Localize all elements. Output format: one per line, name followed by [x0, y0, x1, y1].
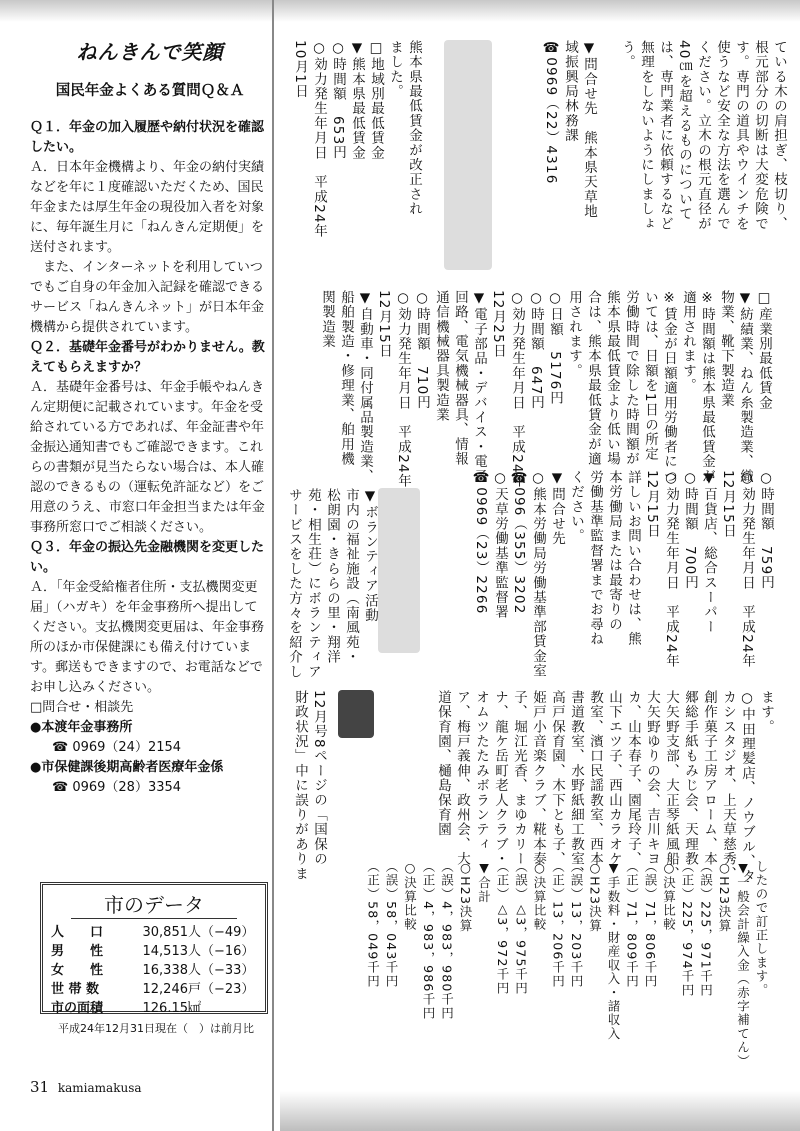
correction-banner	[338, 690, 374, 738]
city-data-change: （−23）	[201, 982, 255, 997]
city-data-title: 市のデータ	[71, 889, 237, 919]
city-data-value: 12,246戸	[142, 982, 201, 997]
left-column	[30, 30, 270, 798]
city-data-box	[40, 882, 268, 1014]
section-title: ねんきんで笑顔	[76, 40, 224, 64]
min-wage-text: 熊本県最低賃金が改正され ました。 □地域別最低賃金 ▼熊本県最低賃金 ○時間額 653円 ○効力発生年月日 平成24年 10月1日	[292, 40, 422, 239]
magazine-name: kamiamakusa	[57, 1081, 142, 1095]
city-data-row	[51, 942, 257, 961]
city-data-label: 男 性	[51, 944, 104, 959]
answer-1: Ａ．日本年金機構より、年金の納付実績などを年に１度確認いただくため、国民年金または厚生年金の現役加入者を対象に、毎年誕生月に「ねんきん定期便」を送付されます。	[30, 160, 265, 255]
answer-2: Ａ．基礎年金番号は、年金手帳やねんきん定期便に記載されています。年金を受給されている方であれば、年金証書や年金振込通知書でもご確認できます。これらの書類が見当たらない場合は、本人確認のできるもの（運転免許証など）をご用意のうえ、市窓口年金担当または年金事務所窓口でご相談ください。	[30, 380, 265, 535]
contact-2-tel: ☎ 0969（28）3354	[52, 780, 182, 795]
city-data-label: 市の面積	[51, 1001, 104, 1016]
city-data-rows	[51, 923, 257, 1018]
contact-1-tel: ☎ 0969（24）2154	[52, 740, 182, 755]
city-data-row	[51, 999, 257, 1018]
question-1: Ｑ１．年金の加入履歴や納付状況を確認したい。	[30, 120, 265, 155]
correction-list: したので訂正します。 ▼一般会計繰入金（赤字補てん） ○H23決算 （誤）225，971千円 （正）225，974千円 ○決算比較 （誤）71，806千円 （正）71，809千円 ▼手数料・財産収入・諸収入 ○H23決算 （誤）13，203千円 （正）13，206千円 ○決算比較 （誤）△3，975千円 （正）△3，972千円 ▼合計 ○H23決算 （誤）4，983，980千円 （正）4，983，986千円 ○決算比較 （誤）58，043千円 （正）58，049千円	[365, 860, 769, 1068]
thanks-banner	[378, 488, 420, 653]
city-data-value: 16,338人	[142, 963, 201, 978]
answer-1b: また、インターネットを利用していつでもご自身の年金加入記録を確認できるサービス「ねんきんネット」が日本年金機構から提供されています。	[30, 260, 265, 335]
wage-contact-text: ○時間額 759円 ○効力発生年月日 平成24年 12月15日 ▼百貨店、総合スーパー ○時間額 700円 ○効力発生年月日 平成24年 12月15日 詳しいお問い合わせは、熊 本労働局または最寄りの 労働基準監督署までお尋ね ください。 ▼問合せ先 ○熊本労働局労働基準部賃金室 ☎096（355）3202 ○天草労働基準監督署 ☎0969（23）2266	[473, 470, 774, 679]
city-data-note: 平成24年12月31日現在（ ）は前月比	[58, 1022, 254, 1035]
city-data-value: 30,851人	[142, 925, 201, 940]
industry-wage-text: □産業別最低賃金 ▼紡績業、ねん糸製造業、織 物業、靴下製造業 ※時間額は熊本県最低賃金が 適用されます。 ※賃金が日額適用労働者につ いては、日額を1日の所定 労働時間で除した時間額が 熊本県最低賃金より低い場 合は、熊本県最低賃金が適 用されます。 ○日額 5176円 ○時間額 647円 ○効力発生年月日 平成24年 12月25日 ▼電子部品・デバイス・電子 回路、電気機械器具、情報 通信機械器具製造業 ○時間額 710円 ○効力発生年月日 平成24年 12月15日 ▼自動車・同付属品製造業、 船舶製造・修理業、舶用機 関製造業	[319, 290, 772, 489]
forestry-text: ている木の肩担ぎ、枝切り、 根元部分の切断は大変危険で す。専門の道具やウインチを 使うなど安全な方法を選んで ください。立木の根元直径が 40㎝を超えるものについて は、専門業者に依頼するなど 無理をしないようにしましょ う。 ▼問合せ先 熊本県天草地 域振興局林務課 ☎0969（22）4316	[543, 40, 787, 232]
city-data-value: 14,513人	[142, 944, 201, 959]
city-data-value: 126.15㎢	[142, 1001, 201, 1016]
city-data-row	[51, 923, 257, 942]
correction-intro: 12月号8ページの「国保の 財政状況」中に誤りがありま	[292, 690, 327, 882]
question-2: Ｑ２．基礎年金番号がわかりません。教えてもらえますか？	[30, 340, 265, 375]
city-data-change: （−16）	[201, 944, 255, 959]
top-gradient-bar	[0, 0, 800, 22]
page-footer	[30, 1078, 142, 1096]
column-divider	[272, 0, 274, 1131]
contact-1-name: ●本渡年金事務所	[30, 720, 133, 735]
city-data-label: 人 口	[51, 925, 104, 940]
city-data-change: （−33）	[201, 963, 255, 978]
contact-heading: □問合せ・相談先	[30, 700, 134, 715]
city-data-label: 世 帯 数	[51, 982, 100, 997]
city-data-row	[51, 961, 257, 980]
answer-3: Ａ．「年金受給権者住所・支払機関変更届」（ハガキ）を年金事務所へ提出してください。支払機関変更届は、年金事務所のほか市保健課にも備え付けています。郵送もできますので、お電話などでお申し込みください。	[30, 580, 265, 695]
bottom-gradient-bar	[280, 1091, 800, 1131]
page-number: 31	[30, 1078, 50, 1096]
city-data-change: （−49）	[201, 925, 255, 940]
contact-2-name: ●市保健課後期高齢者医療年金係	[30, 760, 224, 775]
volunteer-text: ▼ボランティア活動 市内の福祉施設（南風苑・ 松朗園・きららの里・翔洋 苑・相生荘）にボランティア サービスをした方々を紹介し	[286, 488, 378, 680]
min-wage-banner	[444, 40, 492, 270]
question-3: Ｑ３．年金の振込先金融機関を変更したい。	[30, 540, 265, 575]
city-data-row	[51, 980, 257, 999]
section-subtitle: 国民年金よくある質問Ｑ＆Ａ	[55, 83, 245, 99]
volunteer-list: ます。 ○中田理髪店、ノウブル、タ カシスタジオ、上天草慈秀、 創作菓子工房アローム、本 郷総手紙もみじ会、天理教 大矢野支部、大正琴紙風船、 大矢野ゆりの会、吉川キヨ カ、山本春子、園尾玲子、 山下エツ子、西山カラオケ 教室、濱口民謡教室、西本 書道教室、水野紙細工教室、 高戸保育園、木下とも子、 姫戸小音楽クラブ、糀本泰 子、堀江光香、まゆカリー ナ、龍ケ岳町老人クラブ・ オムツたたみボランティ ア、梅戸義伸、政州会、大 道保育園、樋島保育園	[435, 690, 774, 884]
city-data-label: 女 性	[51, 963, 104, 978]
